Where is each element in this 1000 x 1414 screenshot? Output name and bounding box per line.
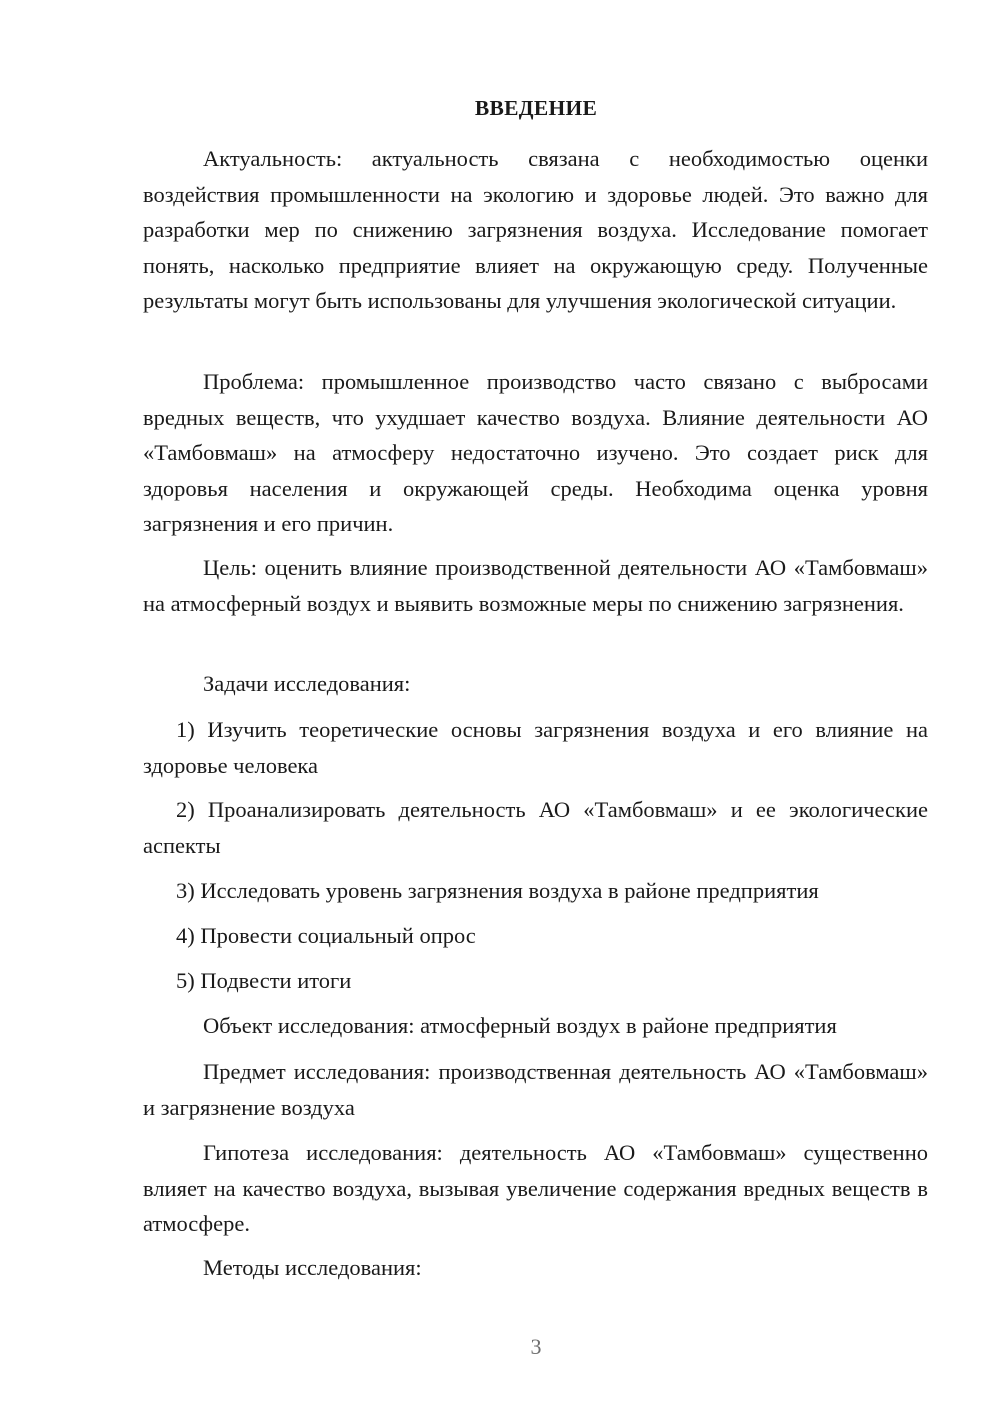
paragraph-object: Объект исследования: атмосферный воздух в районе предприятия — [203, 1013, 837, 1038]
paragraph-tasks-heading: Задачи исследования: — [203, 671, 411, 696]
list-item-task-1: 1) Изучить теоретические основы загрязнения воздуха и его влияние на здоровье человека — [143, 717, 928, 778]
page-title: ВВЕДЕНИЕ — [474, 96, 598, 120]
list-item-task-3: 3) Исследовать уровень загрязнения воздуха в районе предприятия — [176, 878, 819, 903]
list-item-task-4: 4) Провести социальный опрос — [176, 923, 476, 948]
paragraph-methods: Методы исследования: — [203, 1255, 422, 1280]
paragraph-problem: Проблема: промышленное производство часто связано с выбросами вредных веществ, что ухудшает качество воздуха. Влияние деятельности АО «Тамбовмаш» на атмосферу недостаточно изучено. Это создает риск для здоровья населения и окружающей среды. Необходима оценка уровня загрязнения и его причин. — [143, 369, 928, 536]
paragraph-subject: Предмет исследования: производственная деятельность АО «Тамбовмаш» и загрязнение воздуха — [143, 1059, 928, 1120]
page-number: 3 — [530, 1334, 542, 1359]
list-item-task-2: 2) Проанализировать деятельность АО «Тамбовмаш» и ее экологические аспекты — [143, 797, 928, 858]
list-item-task-5: 5) Подвести итоги — [176, 968, 352, 993]
paragraph-hypothesis: Гипотеза исследования: деятельность АО «Тамбовмаш» существенно влияет на качество воздуха, вызывая увеличение содержания вредных веществ в атмосфере. — [143, 1140, 928, 1236]
paragraph-goal: Цель: оценить влияние производственной деятельности АО «Тамбовмаш» на атмосферный воздух и выявить возможные меры по снижению загрязнения. — [143, 555, 928, 616]
paragraph-relevance: Актуальность: актуальность связана с необходимостью оценки воздействия промышленности на экологию и здоровье людей. Это важно для разработки мер по снижению загрязнения воздуха. Исследование помогает понять, насколько предприятие влияет на окружающую среду. Полученные результаты могут быть использованы для улучшения экологической ситуации. — [143, 146, 928, 313]
